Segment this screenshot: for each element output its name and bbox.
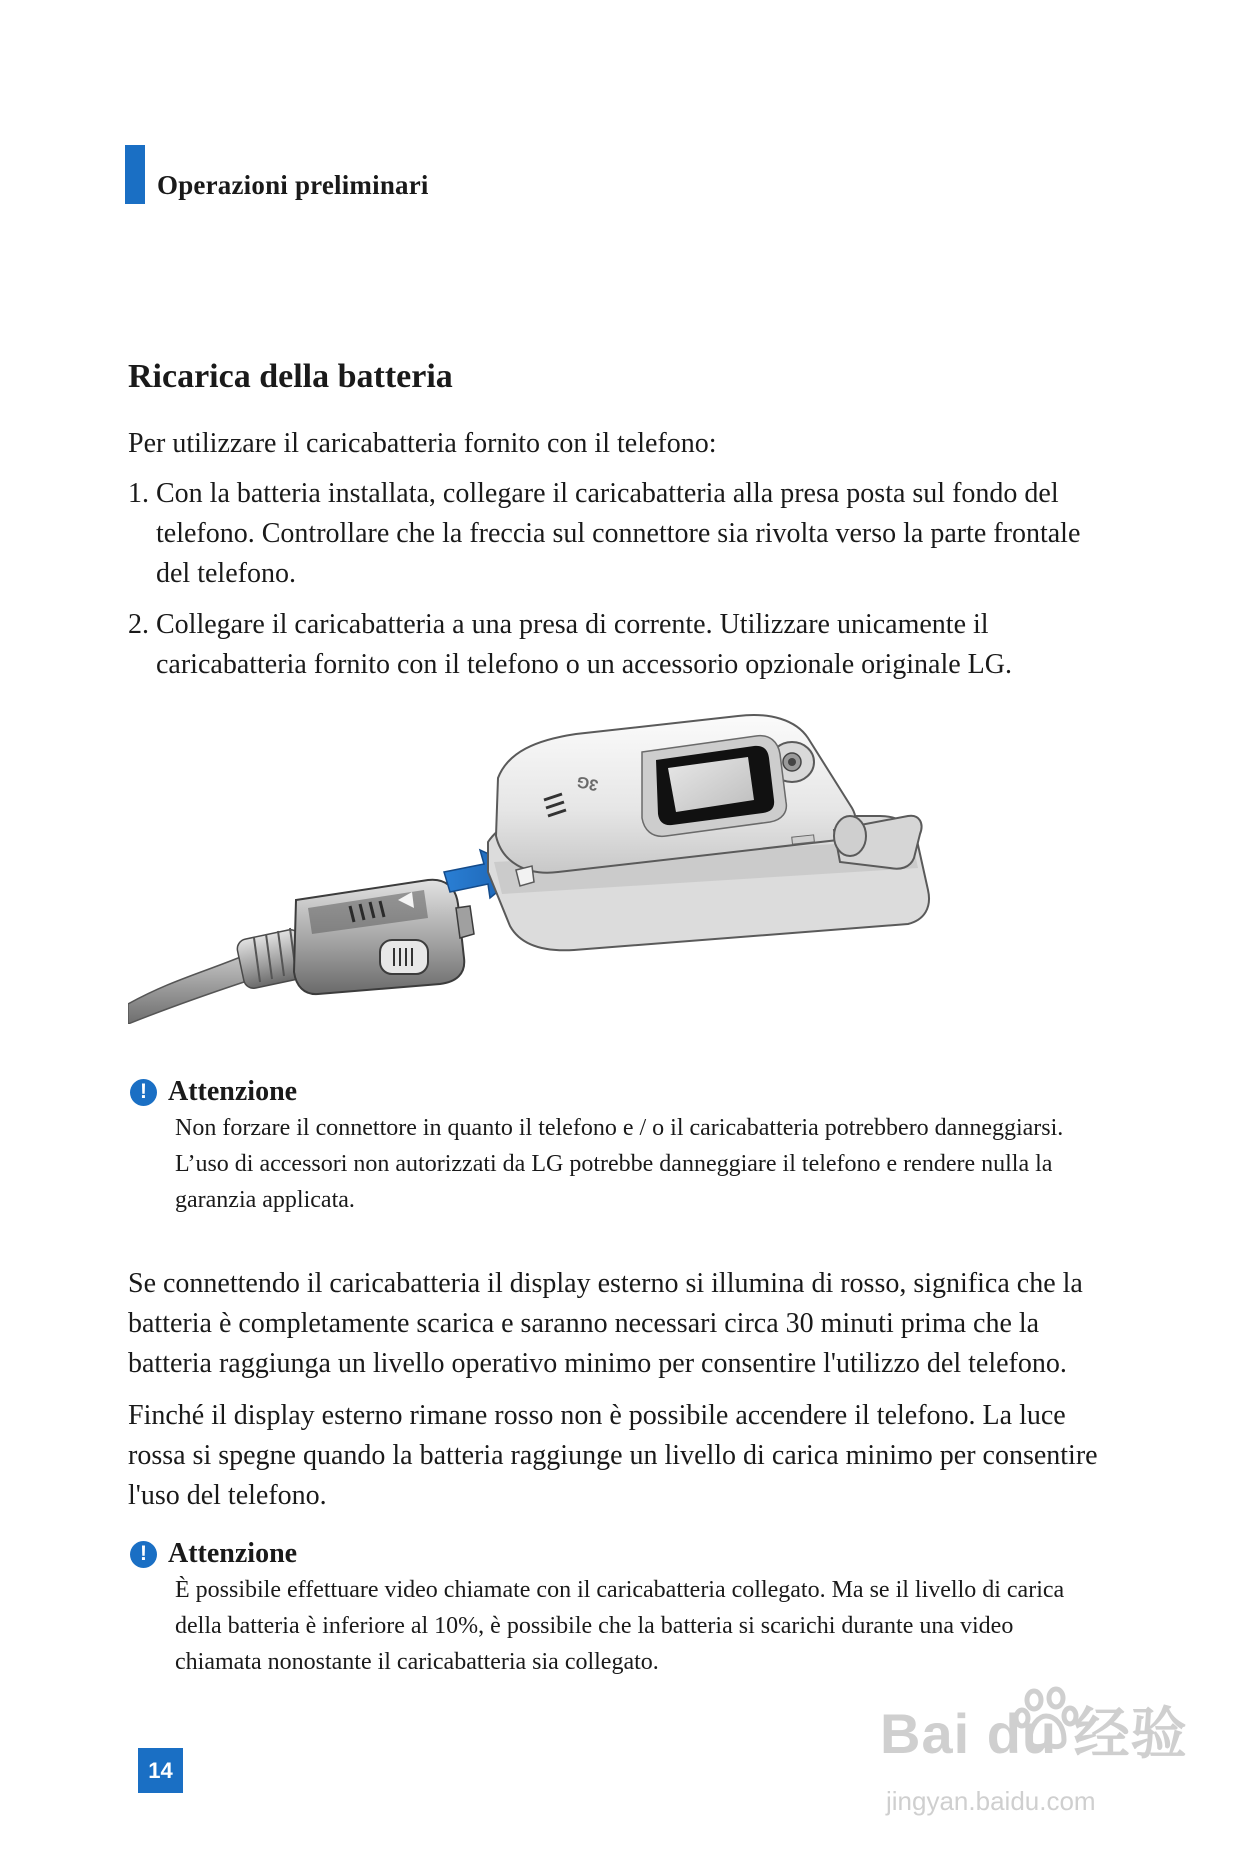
page-heading: Ricarica della batteria xyxy=(128,358,453,395)
watermark xyxy=(880,1690,1200,1840)
paw-icon xyxy=(1012,1684,1082,1754)
list-item xyxy=(128,605,1108,685)
watermark-logo: Bai du 经验 xyxy=(880,1702,1188,1765)
step-text: Con la batteria installata, collegare il caricabatteria alla presa posta sul fondo del telefono. Controllare che la freccia sul connettore sia rivolta verso la parte frontale del telefono. xyxy=(156,478,1081,589)
charger-connector xyxy=(294,880,474,994)
note-body xyxy=(175,1110,1095,1218)
steps-list xyxy=(128,474,1108,696)
note-title xyxy=(130,1076,297,1108)
note-line: È possibile effettuare video chiamate con il caricabatteria collegato. Ma se il livello di carica della batteria è inferiore al 10%, è possibile che la batteria si scarichi durante una video chiamata nonostante il caricabatteria sia collegato. xyxy=(175,1577,1065,1675)
watermark-url: jingyan.baidu.com xyxy=(886,1786,1096,1816)
note-body xyxy=(175,1572,1095,1680)
phone-charger-illustration xyxy=(128,712,1108,1024)
paragraph-red-light: Finché il display esterno rimane rosso non è possibile accendere il telefono. La luce rossa si spegne quando la batteria raggiunge un livello di carica minimo per consentire l'uso del telefono. xyxy=(128,1400,1098,1511)
exclamation-icon: ! xyxy=(130,1079,157,1106)
note-line: L’uso di accessori non autorizzati da LG potrebbe danneggiare il telefono e rendere nulla la garanzia applicata. xyxy=(175,1151,1053,1213)
phone-3g-label: 3G xyxy=(575,772,600,794)
exclamation-icon: ! xyxy=(130,1541,157,1568)
page-number: 14 xyxy=(138,1748,183,1793)
flip-phone xyxy=(488,715,929,950)
note-title-text: Attenzione xyxy=(168,1076,298,1107)
note-title-text: Attenzione xyxy=(168,1538,298,1569)
intro-text: Per utilizzare il caricabatteria fornito con il telefono: xyxy=(128,428,717,459)
section-accent-bar xyxy=(125,145,145,204)
note-title xyxy=(130,1538,297,1570)
step-number: 2. xyxy=(128,609,149,640)
paragraph-red-display: Se connettendo il caricabatteria il display esterno si illumina di rosso, significa che la batteria è completamente scarica e saranno necessari circa 30 minuti prima che la batteria raggiunga un livello operativo minimo per consentire l'utilizzo del telefono. xyxy=(128,1268,1083,1379)
note-line: Non forzare il connettore in quanto il telefono e / o il caricabatteria potrebbero danneggiarsi. xyxy=(175,1115,1064,1141)
list-item xyxy=(128,474,1108,594)
step-number: 1. xyxy=(128,478,149,509)
section-title: Operazioni preliminari xyxy=(157,170,429,200)
step-text: Collegare il caricabatteria a una presa di corrente. Utilizzare unicamente il caricabatteria fornito con il telefono o un accessorio opzionale originale LG. xyxy=(156,609,1012,680)
